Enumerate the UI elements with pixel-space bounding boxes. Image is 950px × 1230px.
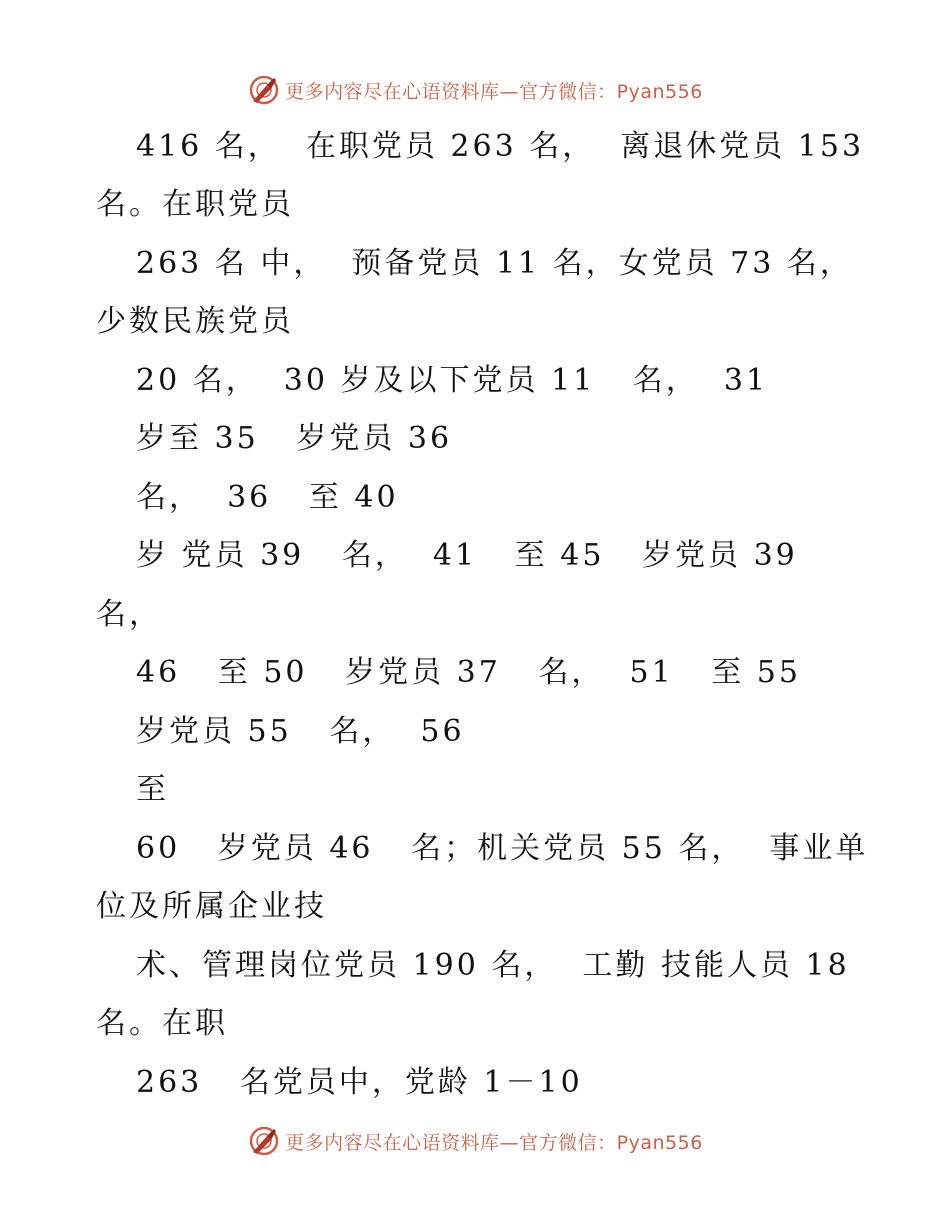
text-line: 46 至 50 岁党员 37 名， 51 至 55 — [136, 655, 801, 690]
text-line: 至 — [136, 772, 169, 807]
text-line: 岁至 35 岁党员 36 — [136, 421, 453, 456]
watermark-banner-bottom — [0, 1121, 950, 1161]
text-line: 岁 党员 39 名， 41 至 45 岁党员 39 — [136, 538, 798, 573]
text-line: 416 名， 在职党员 263 名， 离退休党员 153 — [136, 129, 865, 164]
watermark-text: 更多内容尽在心语资料库—官方微信：Pyan556 — [285, 80, 703, 103]
text-line: 名， 36 至 40 — [136, 480, 399, 515]
text-line: 名。在职 — [96, 1006, 228, 1041]
text-line: 少数民族党员 — [96, 304, 294, 339]
text-line: 20 名， 30 岁及以下党员 11 名， 31 — [136, 363, 769, 398]
pen-nib-logo-icon — [247, 1124, 281, 1158]
text-line: 60 岁党员 46 名；机关党员 55 名， 事业单 — [136, 831, 869, 866]
text-line: 263 名党员中，党龄 1－10 — [136, 1065, 583, 1100]
text-line: 岁党员 55 名， 56 — [136, 714, 465, 749]
text-line: 术、管理岗位党员 190 名， 工勤 技能人员 18 — [136, 948, 850, 983]
text-line: 263 名 中， 预备党员 11 名，女党员 73 名， — [136, 246, 853, 281]
text-line: 名。在职党员 — [96, 187, 294, 222]
watermark-text: 更多内容尽在心语资料库—官方微信：Pyan556 — [285, 1131, 703, 1154]
text-line: 位及所属企业技 — [96, 889, 327, 924]
text-line: 名， — [96, 597, 162, 632]
